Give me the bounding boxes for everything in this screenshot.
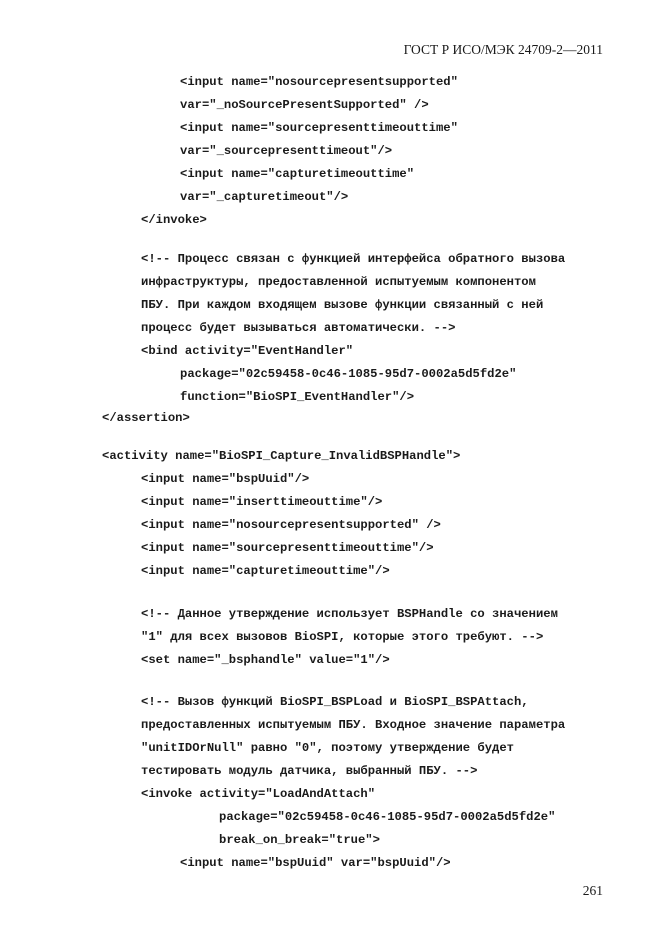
code-line: </invoke> [141, 213, 207, 227]
code-line: <input name="bspUuid"/> [141, 472, 310, 486]
code-line: <input name="nosourcepresentsupported" /> [141, 518, 441, 532]
code-line: <input name="bspUuid" var="bspUuid"/> [180, 856, 451, 870]
page-number: 261 [582, 883, 603, 898]
code-line: <input name="sourcepresenttimeouttime"/> [141, 541, 434, 555]
code-comment-line: <!-- Данное утверждение использует BSPHandle со значением [141, 607, 558, 621]
code-line: </assertion> [102, 411, 190, 425]
code-line: package="02c59458-0c46-1085-95d7-0002a5d5fd2e" [180, 367, 517, 381]
code-comment-line: инфраструктуры, предоставленной испытуемым компонентом [141, 275, 536, 289]
code-line: <input name="sourcepresenttimeouttime" [180, 121, 458, 135]
code-line: <input name="nosourcepresentsupported" [180, 75, 458, 89]
code-line: package="02c59458-0c46-1085-95d7-0002a5d5fd2e" [219, 810, 556, 824]
page-header: ГОСТ Р ИСО/МЭК 24709-2—2011 [403, 42, 603, 57]
code-comment-line: <!-- Процесс связан с функцией интерфейса обратного вызова [141, 252, 566, 266]
code-comment-line: тестировать модуль датчика, выбранный ПБУ. --> [141, 764, 478, 778]
code-line: function="BioSPI_EventHandler"/> [180, 390, 415, 404]
code-comment-line: ПБУ. При каждом входящем вызове функции связанный с ней [141, 298, 544, 312]
code-line: <invoke activity="LoadAndAttach" [141, 787, 376, 801]
code-line: <input name="capturetimeouttime" [180, 167, 415, 181]
code-comment-line: процесс будет вызываться автоматически. --> [141, 321, 456, 335]
code-line: <input name="capturetimeouttime"/> [141, 564, 390, 578]
code-comment-line: предоставленных испытуемым ПБУ. Входное значение параметра [141, 718, 566, 732]
code-line: <activity name="BioSPI_Capture_InvalidBSPHandle"> [102, 449, 461, 463]
code-line: <set name="_bsphandle" value="1"/> [141, 653, 390, 667]
code-line: <bind activity="EventHandler" [141, 344, 354, 358]
code-line: <input name="inserttimeouttime"/> [141, 495, 383, 509]
code-comment-line: "1" для всех вызовов BioSPI, которые этого требуют. --> [141, 630, 544, 644]
code-line: var="_noSourcePresentSupported" /> [180, 98, 429, 112]
code-comment-line: <!-- Вызов функций BioSPI_BSPLoad и BioSPI_BSPAttach, [141, 695, 529, 709]
code-comment-line: "unitIDOrNull" равно "0", поэтому утверждение будет [141, 741, 514, 755]
code-line: var="_sourcepresenttimeout"/> [180, 144, 393, 158]
code-line: break_on_break="true"> [219, 833, 380, 847]
code-line: var="_capturetimeout"/> [180, 190, 349, 204]
